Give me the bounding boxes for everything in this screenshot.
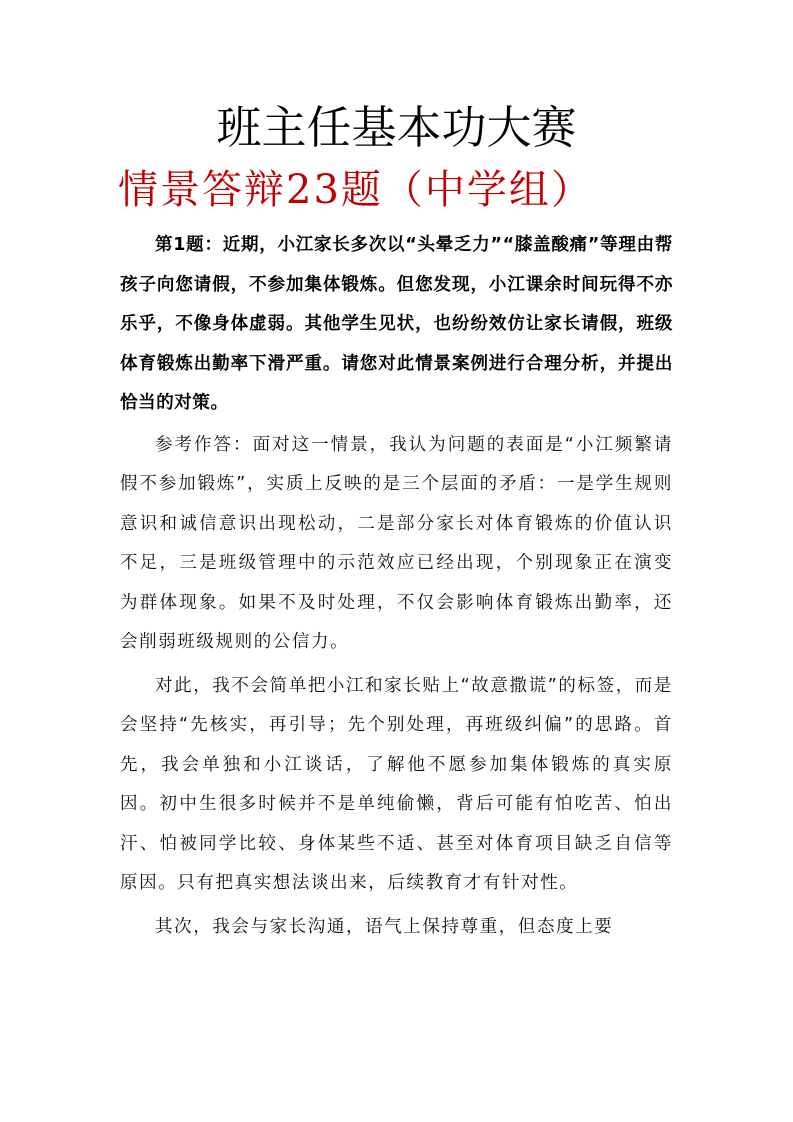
answer-paragraph-3: 其次，我会与家长沟通，语气上保持尊重，但态度上要: [155, 916, 614, 937]
question-paragraph: 第1题：近期，小江家长多次以“头晕乏力”“膝盖酸痛”等理由帮孩子向您请假，不参加集体锻炼。但您发现，小江课余时间玩得不亦乐乎，不像身体虚弱。其他学生见状，也纷纷效仿让家长请假，班级体育锻炼出勤率下滑严重。请您对此情景案例进行合理分析，并提出恰当的对策。: [120, 235, 673, 413]
answer-paragraph-2: 对此，我不会简单把小江和家长贴上“故意撒谎”的标签，而是会坚持“先核实，再引导；先个别处理，再班级纠偏”的思路。首先，我会单独和小江谈话，了解他不愿参加集体锻炼的真实原因。初中生很多时候并不是单纯偷懒，背后可能有怕吃苦、怕出汗、怕被同学比较、身体某些不适、甚至对体育项目缺乏自信等原因。只有把真实想法谈出来，后续教育才有针对性。: [120, 675, 673, 893]
answer-paragraph-1: 参考作答：面对这一情景，我认为问题的表面是“小江频繁请假不参加锻炼”，实质上反映的是三个层面的矛盾：一是学生规则意识和诚信意识出现松动，二是部分家长对体育锻炼的价值认识不足，三是班级管理中的示范效应已经出现，个别现象正在演变为群体现象。如果不及时处理，不仅会影响体育锻炼出勤率，还会削弱班级规则的公信力。: [120, 434, 673, 652]
answer-section: [120, 426, 673, 948]
document-subtitle: 情景答辩23题（中学组）: [118, 167, 593, 213]
document-page: [120, 100, 673, 947]
document-title: 班主任基本功大赛: [216, 101, 577, 154]
